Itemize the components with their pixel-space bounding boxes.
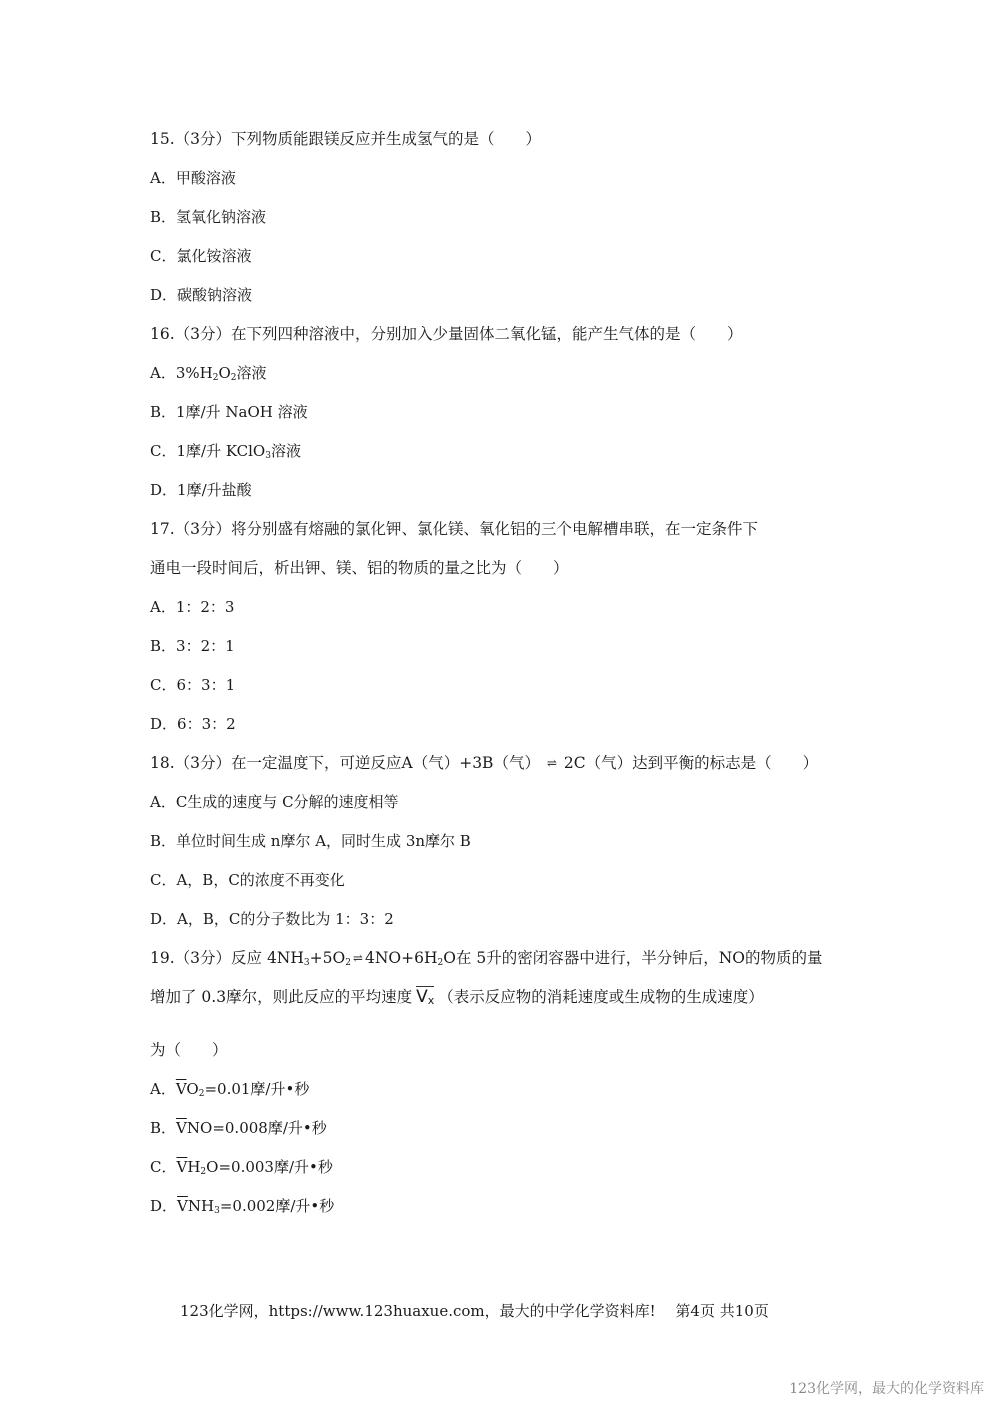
q18-option-b: B．单位时间生成 n摩尔 A，同时生成 3n摩尔 B (150, 832, 471, 850)
q17-option-b: B．3：2：1 (150, 637, 235, 655)
average-velocity-symbol: $V_x$ (416, 987, 435, 1007)
q17-stem-line1: 17.（3分）将分别盛有熔融的氯化钾、氯化镁、氧化铝的三个电解槽串联，在一定条件下 (150, 520, 759, 538)
q15-option-c: C．氯化铵溶液 (150, 247, 252, 265)
q17-option-a: A．1：2：3 (150, 598, 235, 616)
q15-option-a: A．甲酸溶液 (150, 169, 236, 187)
q19-option-d: D．$\overline{V}NH_3=0.002$摩/升•秒 (150, 1197, 335, 1216)
q15-option-d: D．碳酸钠溶液 (150, 286, 253, 304)
q18-option-c: C．A，B，C的浓度不再变化 (150, 871, 345, 889)
q18-option-a: A．C生成的速度与 C分解的速度相等 (150, 793, 399, 811)
q19-stem-line3: 为（ ） (150, 1041, 228, 1059)
equilibrium-arrow-icon: ⇌ (546, 756, 557, 770)
q16-option-a: A．$3\%H_2O_2$溶液 (150, 364, 267, 383)
watermark: 123化学网，最大的化学资料库 (789, 1381, 984, 1397)
q19-stem-line1: 19.（3分）反应 $4NH_3+5O_2$ ⇌ $4NO+6H_2O$在 5升的密闭容器中进行，半分钟后，NO的物质的量 (150, 949, 823, 968)
page-footer: 123化学网，https://www.123huaxue.com，最大的中学化学资料库! 第4页 共10页 (180, 1302, 769, 1320)
q16-option-b: B．1摩/升 NaOH 溶液 (150, 403, 308, 421)
q15-stem: 15.（3分）下列物质能跟镁反应并生成氢气的是（ ） (150, 130, 542, 148)
q17-option-c: C．6：3：1 (150, 676, 236, 694)
q17-option-d: D．6：3：2 (150, 715, 236, 733)
q18-stem: 18.（3分）在一定温度下，可逆反应A（气）+3B（气） ⇌ 2C（气）达到平衡的标志是（ ） (150, 754, 819, 772)
q18-option-d: D．A，B，C的分子数比为 1：3：2 (150, 910, 394, 928)
q16-option-d: D．1摩/升盐酸 (150, 481, 252, 499)
q16-stem: 16.（3分）在下列四种溶液中，分别加入少量固体二氧化锰，能产生气体的是（ ） (150, 325, 743, 343)
q19-option-b: B．$\overline{V}NO=0.008$摩/升•秒 (150, 1119, 327, 1137)
q15-option-b: B．氢氧化钠溶液 (150, 208, 267, 226)
q16-option-c: C．1摩/升 KClO$_3$溶液 (150, 442, 301, 461)
q17-stem-line2: 通电一段时间后，析出钾、镁、铝的物质的量之比为（ ） (150, 559, 569, 577)
equilibrium-arrow-icon: ⇌ (352, 951, 363, 965)
q19-option-c: C．$\overline{V}H_2O=0.003$摩/升•秒 (150, 1158, 333, 1177)
q19-stem-line2: 增加了 0.3摩尔，则此反应的平均速度 $V_x$ （表示反应物的消耗速度或生成物的生成速度） (150, 987, 764, 1011)
q19-option-a: A．$\overline{V}O_2=0.01$摩/升•秒 (150, 1080, 310, 1099)
